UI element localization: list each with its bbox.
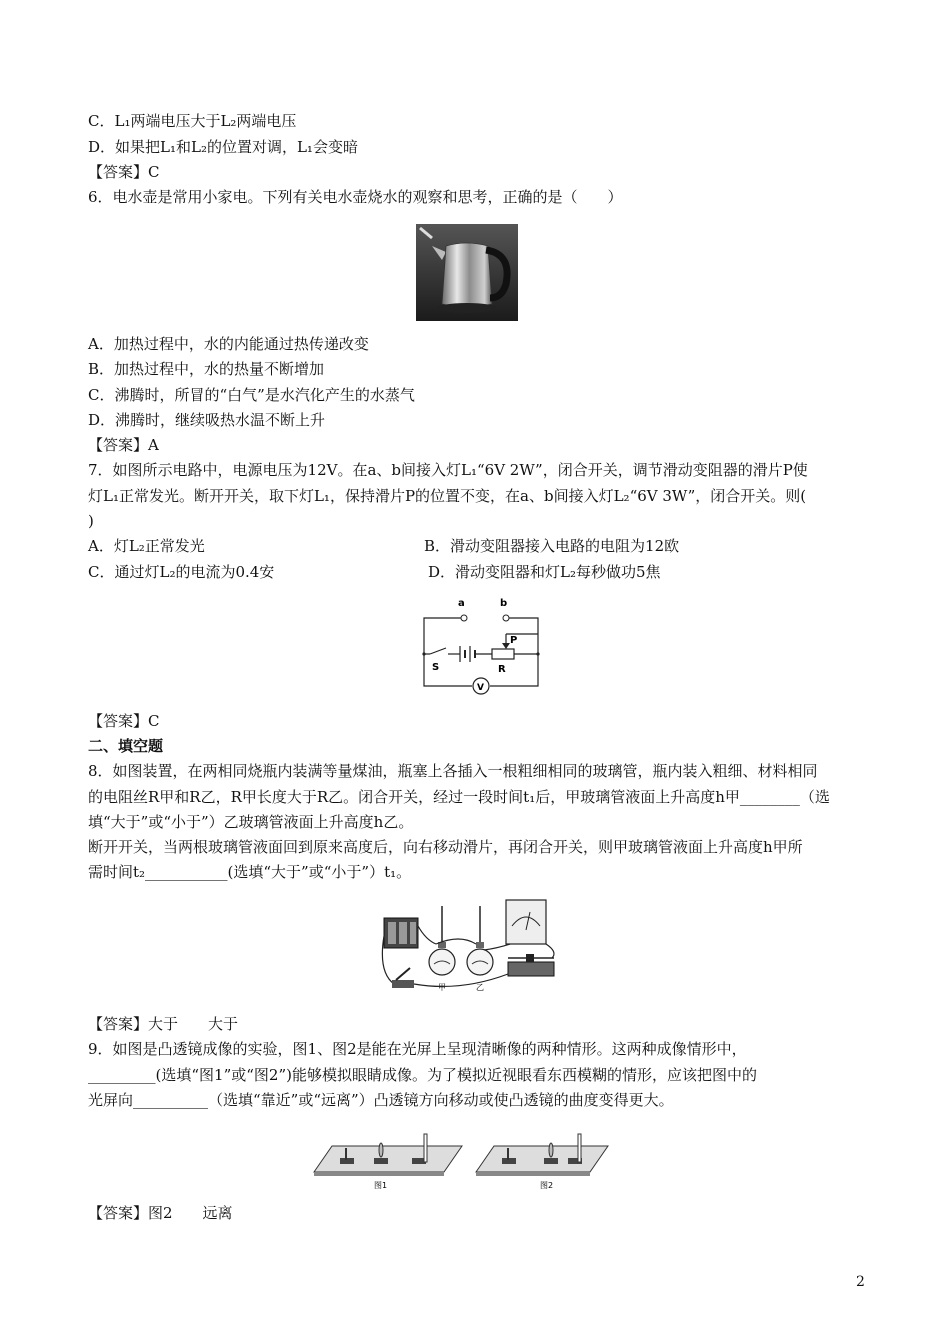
fig2-caption: 图2	[540, 1181, 554, 1190]
heating-flask-apparatus	[380, 896, 570, 1000]
q7-option-c: C．通过灯L₂的电流为0.4安	[88, 563, 275, 581]
q7-stem-line3: )	[88, 512, 94, 530]
q5-option-c: C．L₁两端电压大于L₂两端电压	[88, 112, 297, 130]
q8-stem-line2: 的电阻丝R甲和R乙，R甲长度大于R乙。闭合开关，经过一段时间t₁后，甲玻璃管液面上升高度h甲________（选	[88, 788, 830, 806]
q8-stem-line5: 需时间t₂___________(选填“大于”或“小于”）t₁。	[88, 863, 412, 881]
q8-stem-line1: 8．如图装置，在两相同烧瓶内装满等量煤油，瓶塞上各插入一根粗细相同的玻璃管，瓶内装入粗细、材料相同	[88, 762, 818, 780]
q8-stem-line3: 填“大于”或“小于”）乙玻璃管液面上升高度h乙。	[88, 813, 414, 831]
q6-option-a: A．加热过程中，水的内能通过热传递改变	[88, 335, 369, 353]
q7-answer: 【答案】C	[88, 712, 160, 730]
q9-answer: 【答案】图2 远离	[88, 1204, 233, 1222]
q7-option-d: D．滑动变阻器和灯L₂每秒做功5焦	[428, 563, 661, 581]
flask-jia	[429, 949, 455, 975]
q7-option-a: A．灯L₂正常发光	[88, 537, 205, 555]
resistor-r-label: R	[498, 664, 506, 675]
switch-s-label: S	[432, 662, 440, 673]
rheostat	[508, 962, 554, 976]
kettle-figure	[416, 224, 518, 321]
ammeter	[506, 900, 546, 944]
q7-stem-line1: 7．如图所示电路中，电源电压为12V。在a、b间接入灯L₁“6V 2W”，闭合开关，调节滑动变阻器的滑片P使	[88, 461, 808, 479]
q9-stem-line1: 9．如图是凸透镜成像的实验，图1、图2是能在光屏上呈现清晰像的两种情形。这两种成像情形中，	[88, 1040, 747, 1058]
switch-symbol	[430, 648, 446, 654]
slider-p-label: P	[510, 635, 518, 646]
q5-answer: 【答案】C	[88, 163, 160, 181]
knife-switch	[392, 980, 414, 988]
q6-option-c: C．沸腾时，所冒的“白气”是水汽化产生的水蒸气	[88, 386, 415, 404]
lens-imaging-figures	[312, 1130, 612, 1192]
page-number: 2	[856, 1274, 865, 1290]
q7-stem-line2: 灯L₁正常发光。断开开关，取下灯L₁，保持滑片P的位置不变，在a、b间接入灯L₂“6V 3W”，闭合开关。则(	[88, 487, 807, 505]
q6-option-d: D．沸腾时，继续吸热水温不断上升	[88, 411, 326, 429]
flask-jia-label: 甲	[438, 983, 446, 992]
q8-stem-line4: 断开开关，当两根玻璃管液面回到原来高度后，向右移动滑片，再闭合开关，则甲玻璃管液面上升高度h甲所	[88, 838, 803, 856]
q6-option-b: B．加热过程中，水的热量不断增加	[88, 360, 325, 378]
q6-stem: 6．电水壶是常用小家电。下列有关电水壶烧水的观察和思考，正确的是（ ）	[88, 188, 623, 206]
rheostat-symbol	[492, 649, 514, 659]
q9-stem-line3: 光屏向__________（选填“靠近”或“远离”）凸透镜方向移动或使凸透镜的曲度变得更大。	[88, 1091, 674, 1109]
q9-stem-line2: _________(选填“图1”或“图2”)能够模拟眼睛成像。为了模拟近视眼看东西模糊的情形，应该把图中的	[88, 1066, 757, 1084]
slider-arrow	[502, 643, 510, 649]
section-title-fill-in: 二、填空题	[88, 737, 164, 755]
terminal-a-label: a	[458, 598, 465, 609]
q7-option-b: B．滑动变阻器接入电路的电阻为12欧	[424, 537, 680, 555]
q6-answer: 【答案】A	[88, 436, 159, 454]
q8-answer: 【答案】大于 大于	[88, 1015, 239, 1033]
circuit-diagram	[414, 594, 544, 696]
voltmeter-v-label: V	[477, 683, 484, 693]
q5-option-d: D．如果把L₁和L₂的位置对调，L₁会变暗	[88, 138, 358, 156]
flask-yi	[467, 949, 493, 975]
fig1-caption: 图1	[374, 1181, 388, 1190]
flask-yi-label: 乙	[476, 983, 484, 992]
terminal-b-label: b	[500, 598, 508, 609]
